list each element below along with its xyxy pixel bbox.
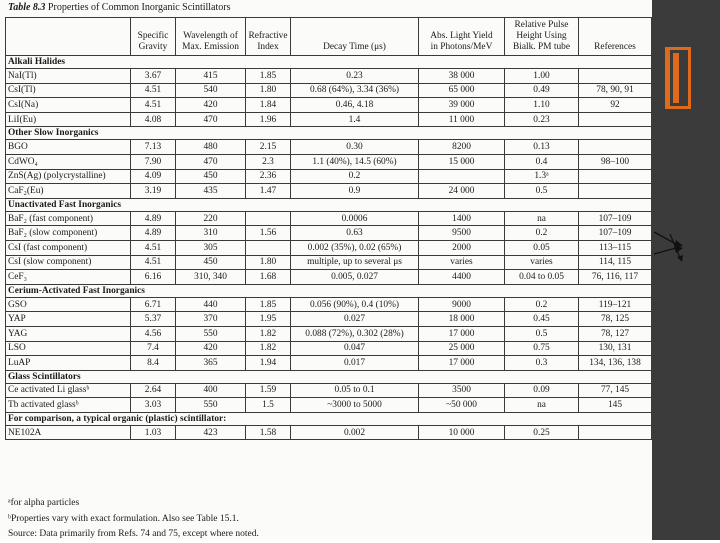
group-title: Alkali Halides	[6, 56, 652, 69]
cell-wavelength: 450	[176, 169, 246, 184]
cell-decay-time: 0.68 (64%), 3.34 (36%)	[291, 83, 419, 98]
cell-light-yield: 17 000	[419, 326, 505, 341]
cell-decay-time: 0.0006	[291, 211, 419, 226]
scintillator-table	[5, 17, 652, 440]
cell-specific-gravity: 7.13	[131, 140, 176, 155]
cell-material: NE102A	[6, 425, 131, 440]
cell-light-yield	[419, 169, 505, 184]
slide-accent-bracket	[665, 47, 691, 109]
cell-refractive-index: 1.5	[246, 398, 291, 413]
table-row	[6, 270, 652, 285]
cell-wavelength: 480	[176, 140, 246, 155]
cell-wavelength: 305	[176, 240, 246, 255]
table-body	[6, 56, 652, 440]
header-relative-pulse-height: Relative Pulse Height Using Bialk. PM tube	[505, 18, 579, 56]
cell-light-yield: 17 000	[419, 356, 505, 371]
table-row	[6, 69, 652, 84]
cell-refractive-index: 1.85	[246, 69, 291, 84]
cell-light-yield: 39 000	[419, 98, 505, 113]
cell-decay-time: 0.23	[291, 69, 419, 84]
cell-light-yield: 11 000	[419, 112, 505, 127]
cell-specific-gravity: 7.90	[131, 154, 176, 169]
cell-light-yield: 9500	[419, 226, 505, 241]
table-row	[6, 383, 652, 398]
cell-relative-pulse-height: 0.09	[505, 383, 579, 398]
cell-refractive-index: 1.94	[246, 356, 291, 371]
cell-specific-gravity: 3.67	[131, 69, 176, 84]
cell-references: 76, 116, 117	[579, 270, 652, 285]
cell-specific-gravity: 6.71	[131, 297, 176, 312]
cell-references: 114, 115	[579, 255, 652, 270]
table-row	[6, 297, 652, 312]
cell-material: GSO	[6, 297, 131, 312]
arrows-icon	[650, 228, 690, 268]
table-row	[6, 398, 652, 413]
cell-specific-gravity: 4.51	[131, 240, 176, 255]
cell-relative-pulse-height: 1.3ᵃ	[505, 169, 579, 184]
cell-relative-pulse-height: 0.75	[505, 341, 579, 356]
cell-specific-gravity: 4.56	[131, 326, 176, 341]
cell-wavelength: 440	[176, 297, 246, 312]
cell-light-yield: varies	[419, 255, 505, 270]
cell-relative-pulse-height: 0.05	[505, 240, 579, 255]
cell-references: 98–100	[579, 154, 652, 169]
cell-specific-gravity: 4.09	[131, 169, 176, 184]
note-formulation: ᵇProperties vary with exact formulation. Also see Table 15.1.	[8, 513, 239, 524]
table-row	[6, 211, 652, 226]
table-row	[6, 83, 652, 98]
cell-material: CeF₃	[6, 270, 131, 285]
cell-relative-pulse-height: 0.2	[505, 297, 579, 312]
cell-references: 130, 131	[579, 341, 652, 356]
cell-refractive-index: 1.58	[246, 425, 291, 440]
group-header-row	[6, 56, 652, 69]
cell-wavelength: 420	[176, 341, 246, 356]
group-header-row	[6, 370, 652, 383]
group-header-row	[6, 127, 652, 140]
cell-material: YAG	[6, 326, 131, 341]
group-header-row	[6, 284, 652, 297]
table-row	[6, 169, 652, 184]
cell-refractive-index: 1.68	[246, 270, 291, 285]
cell-relative-pulse-height: varies	[505, 255, 579, 270]
cell-light-yield: 18 000	[419, 312, 505, 327]
cell-decay-time: 0.63	[291, 226, 419, 241]
cell-relative-pulse-height: na	[505, 211, 579, 226]
header-row	[6, 18, 652, 56]
cell-relative-pulse-height: 0.45	[505, 312, 579, 327]
cell-decay-time: 0.05 to 0.1	[291, 383, 419, 398]
cell-refractive-index	[246, 211, 291, 226]
group-header-row	[6, 198, 652, 211]
cell-material: Ce activated Li glassᵇ	[6, 383, 131, 398]
cell-relative-pulse-height: 0.2	[505, 226, 579, 241]
cell-refractive-index: 1.82	[246, 341, 291, 356]
cell-wavelength: 420	[176, 98, 246, 113]
cell-light-yield: ~50 000	[419, 398, 505, 413]
cell-wavelength: 470	[176, 112, 246, 127]
header-wavelength: Wavelength of Max. Emission	[176, 18, 246, 56]
cell-refractive-index: 1.56	[246, 226, 291, 241]
cell-refractive-index: 1.85	[246, 297, 291, 312]
cell-material: CdWO₄	[6, 154, 131, 169]
cell-references	[579, 112, 652, 127]
cell-wavelength: 415	[176, 69, 246, 84]
group-title: Unactivated Fast Inorganics	[6, 198, 652, 211]
cell-material: YAP	[6, 312, 131, 327]
cell-specific-gravity: 4.51	[131, 83, 176, 98]
cell-specific-gravity: 4.89	[131, 211, 176, 226]
cell-decay-time: ~3000 to 5000	[291, 398, 419, 413]
cell-refractive-index: 1.95	[246, 312, 291, 327]
cell-material: LSO	[6, 341, 131, 356]
cell-references: 92	[579, 98, 652, 113]
cell-material: Tb activated glassᵇ	[6, 398, 131, 413]
cell-decay-time: 0.9	[291, 184, 419, 199]
cell-refractive-index: 1.96	[246, 112, 291, 127]
cell-references: 78, 125	[579, 312, 652, 327]
cell-light-yield: 24 000	[419, 184, 505, 199]
cell-decay-time: 0.002	[291, 425, 419, 440]
group-title: Glass Scintillators	[6, 370, 652, 383]
cell-references: 78, 127	[579, 326, 652, 341]
cell-references: 145	[579, 398, 652, 413]
table-row	[6, 356, 652, 371]
cell-specific-gravity: 8.4	[131, 356, 176, 371]
cell-material: LuAP	[6, 356, 131, 371]
cell-material: CsI(Tl)	[6, 83, 131, 98]
cell-decay-time: 0.047	[291, 341, 419, 356]
cell-relative-pulse-height: 1.10	[505, 98, 579, 113]
cell-material: ZnS(Ag) (polycrystalline)	[6, 169, 131, 184]
cell-refractive-index: 1.84	[246, 98, 291, 113]
cell-specific-gravity: 3.19	[131, 184, 176, 199]
cell-relative-pulse-height: 0.5	[505, 184, 579, 199]
header-light-yield: Abs. Light Yield in Photons/MeV	[419, 18, 505, 56]
group-title: Cerium-Activated Fast Inorganics	[6, 284, 652, 297]
cell-decay-time: 0.005, 0.027	[291, 270, 419, 285]
cell-material: CsI (fast component)	[6, 240, 131, 255]
cell-decay-time: 0.056 (90%), 0.4 (10%)	[291, 297, 419, 312]
cell-specific-gravity: 2.64	[131, 383, 176, 398]
note-alpha: ᵃfor alpha particles	[8, 498, 80, 508]
cell-wavelength: 540	[176, 83, 246, 98]
cell-material: CaF₂(Eu)	[6, 184, 131, 199]
cell-relative-pulse-height: 0.4	[505, 154, 579, 169]
cell-light-yield: 65 000	[419, 83, 505, 98]
table-row	[6, 140, 652, 155]
cell-specific-gravity: 7.4	[131, 341, 176, 356]
cell-references	[579, 169, 652, 184]
cell-specific-gravity: 5.37	[131, 312, 176, 327]
cell-references: 107–109	[579, 211, 652, 226]
table-caption	[8, 2, 231, 13]
cell-relative-pulse-height: 1.00	[505, 69, 579, 84]
cell-relative-pulse-height: na	[505, 398, 579, 413]
table-row	[6, 98, 652, 113]
cell-references: 107–109	[579, 226, 652, 241]
cell-refractive-index: 1.47	[246, 184, 291, 199]
header-refractive-index: Refractive Index	[246, 18, 291, 56]
cell-references: 78, 90, 91	[579, 83, 652, 98]
table-row	[6, 240, 652, 255]
cell-refractive-index: 1.59	[246, 383, 291, 398]
cell-light-yield: 9000	[419, 297, 505, 312]
cell-light-yield: 10 000	[419, 425, 505, 440]
cell-material: CsI(Na)	[6, 98, 131, 113]
table-row	[6, 112, 652, 127]
header-specific-gravity: Specific Gravity	[131, 18, 176, 56]
cell-wavelength: 365	[176, 356, 246, 371]
cell-light-yield: 3500	[419, 383, 505, 398]
cell-relative-pulse-height: 0.04 to 0.05	[505, 270, 579, 285]
cell-wavelength: 423	[176, 425, 246, 440]
comparison-row	[6, 425, 652, 440]
cell-relative-pulse-height: 0.3	[505, 356, 579, 371]
cell-specific-gravity: 4.51	[131, 98, 176, 113]
cell-material: CsI (slow component)	[6, 255, 131, 270]
cell-decay-time: 0.30	[291, 140, 419, 155]
cell-relative-pulse-height: 0.5	[505, 326, 579, 341]
cell-light-yield: 38 000	[419, 69, 505, 84]
cell-refractive-index: 2.3	[246, 154, 291, 169]
cell-decay-time: 0.002 (35%), 0.02 (65%)	[291, 240, 419, 255]
header-references: References	[579, 18, 652, 56]
cell-decay-time: 0.088 (72%), 0.302 (28%)	[291, 326, 419, 341]
cell-light-yield: 8200	[419, 140, 505, 155]
cell-light-yield: 25 000	[419, 341, 505, 356]
cell-specific-gravity: 4.08	[131, 112, 176, 127]
table-title: Properties of Common Inorganic Scintillators	[47, 2, 231, 13]
cell-references	[579, 140, 652, 155]
cell-references	[579, 69, 652, 84]
cell-decay-time: 1.4	[291, 112, 419, 127]
cell-material: BaF₂ (slow component)	[6, 226, 131, 241]
cell-refractive-index: 1.82	[246, 326, 291, 341]
table-row	[6, 184, 652, 199]
table-row	[6, 255, 652, 270]
group-title: Other Slow Inorganics	[6, 127, 652, 140]
table-row	[6, 154, 652, 169]
cell-refractive-index: 2.15	[246, 140, 291, 155]
cell-specific-gravity: 1.03	[131, 425, 176, 440]
cell-decay-time: multiple, up to several μs	[291, 255, 419, 270]
cell-decay-time: 0.017	[291, 356, 419, 371]
cell-light-yield: 1400	[419, 211, 505, 226]
cell-references: 134, 136, 138	[579, 356, 652, 371]
cell-relative-pulse-height: 0.49	[505, 83, 579, 98]
cell-references: 119–121	[579, 297, 652, 312]
cell-relative-pulse-height: 0.23	[505, 112, 579, 127]
cell-refractive-index: 1.80	[246, 255, 291, 270]
cell-wavelength: 400	[176, 383, 246, 398]
table-row	[6, 226, 652, 241]
cell-light-yield: 4400	[419, 270, 505, 285]
cell-specific-gravity: 6.16	[131, 270, 176, 285]
cell-references: 77, 145	[579, 383, 652, 398]
table-row	[6, 312, 652, 327]
cell-references	[579, 425, 652, 440]
cell-references	[579, 184, 652, 199]
table-row	[6, 326, 652, 341]
cell-relative-pulse-height: 0.13	[505, 140, 579, 155]
cell-wavelength: 370	[176, 312, 246, 327]
cell-decay-time: 0.2	[291, 169, 419, 184]
cell-refractive-index	[246, 240, 291, 255]
cell-wavelength: 310	[176, 226, 246, 241]
cell-references: 113–115	[579, 240, 652, 255]
group-title: For comparison, a typical organic (plastic) scintillator:	[6, 412, 652, 425]
comparison-header-row	[6, 412, 652, 425]
table-number: Table 8.3	[8, 2, 46, 13]
cell-light-yield: 2000	[419, 240, 505, 255]
cell-light-yield: 15 000	[419, 154, 505, 169]
cell-specific-gravity: 4.51	[131, 255, 176, 270]
cell-material: BGO	[6, 140, 131, 155]
note-source: Source: Data primarily from Refs. 74 and 75, except where noted.	[8, 529, 259, 539]
header-material	[6, 18, 131, 56]
table-row	[6, 341, 652, 356]
cell-decay-time: 1.1 (40%), 14.5 (60%)	[291, 154, 419, 169]
cell-decay-time: 0.027	[291, 312, 419, 327]
cell-refractive-index: 1.80	[246, 83, 291, 98]
cell-refractive-index: 2.36	[246, 169, 291, 184]
header-decay-time: Decay Time (μs)	[291, 18, 419, 56]
cell-relative-pulse-height: 0.25	[505, 425, 579, 440]
cell-material: NaI(Tl)	[6, 69, 131, 84]
cell-wavelength: 310, 340	[176, 270, 246, 285]
cell-wavelength: 550	[176, 398, 246, 413]
cell-wavelength: 435	[176, 184, 246, 199]
cell-material: BaF₂ (fast component)	[6, 211, 131, 226]
cell-material: LiI(Eu)	[6, 112, 131, 127]
cell-wavelength: 550	[176, 326, 246, 341]
cell-wavelength: 450	[176, 255, 246, 270]
cell-decay-time: 0.46, 4.18	[291, 98, 419, 113]
table-notes	[8, 496, 259, 543]
cell-wavelength: 470	[176, 154, 246, 169]
cell-specific-gravity: 3.03	[131, 398, 176, 413]
cell-specific-gravity: 4.89	[131, 226, 176, 241]
cell-wavelength: 220	[176, 211, 246, 226]
